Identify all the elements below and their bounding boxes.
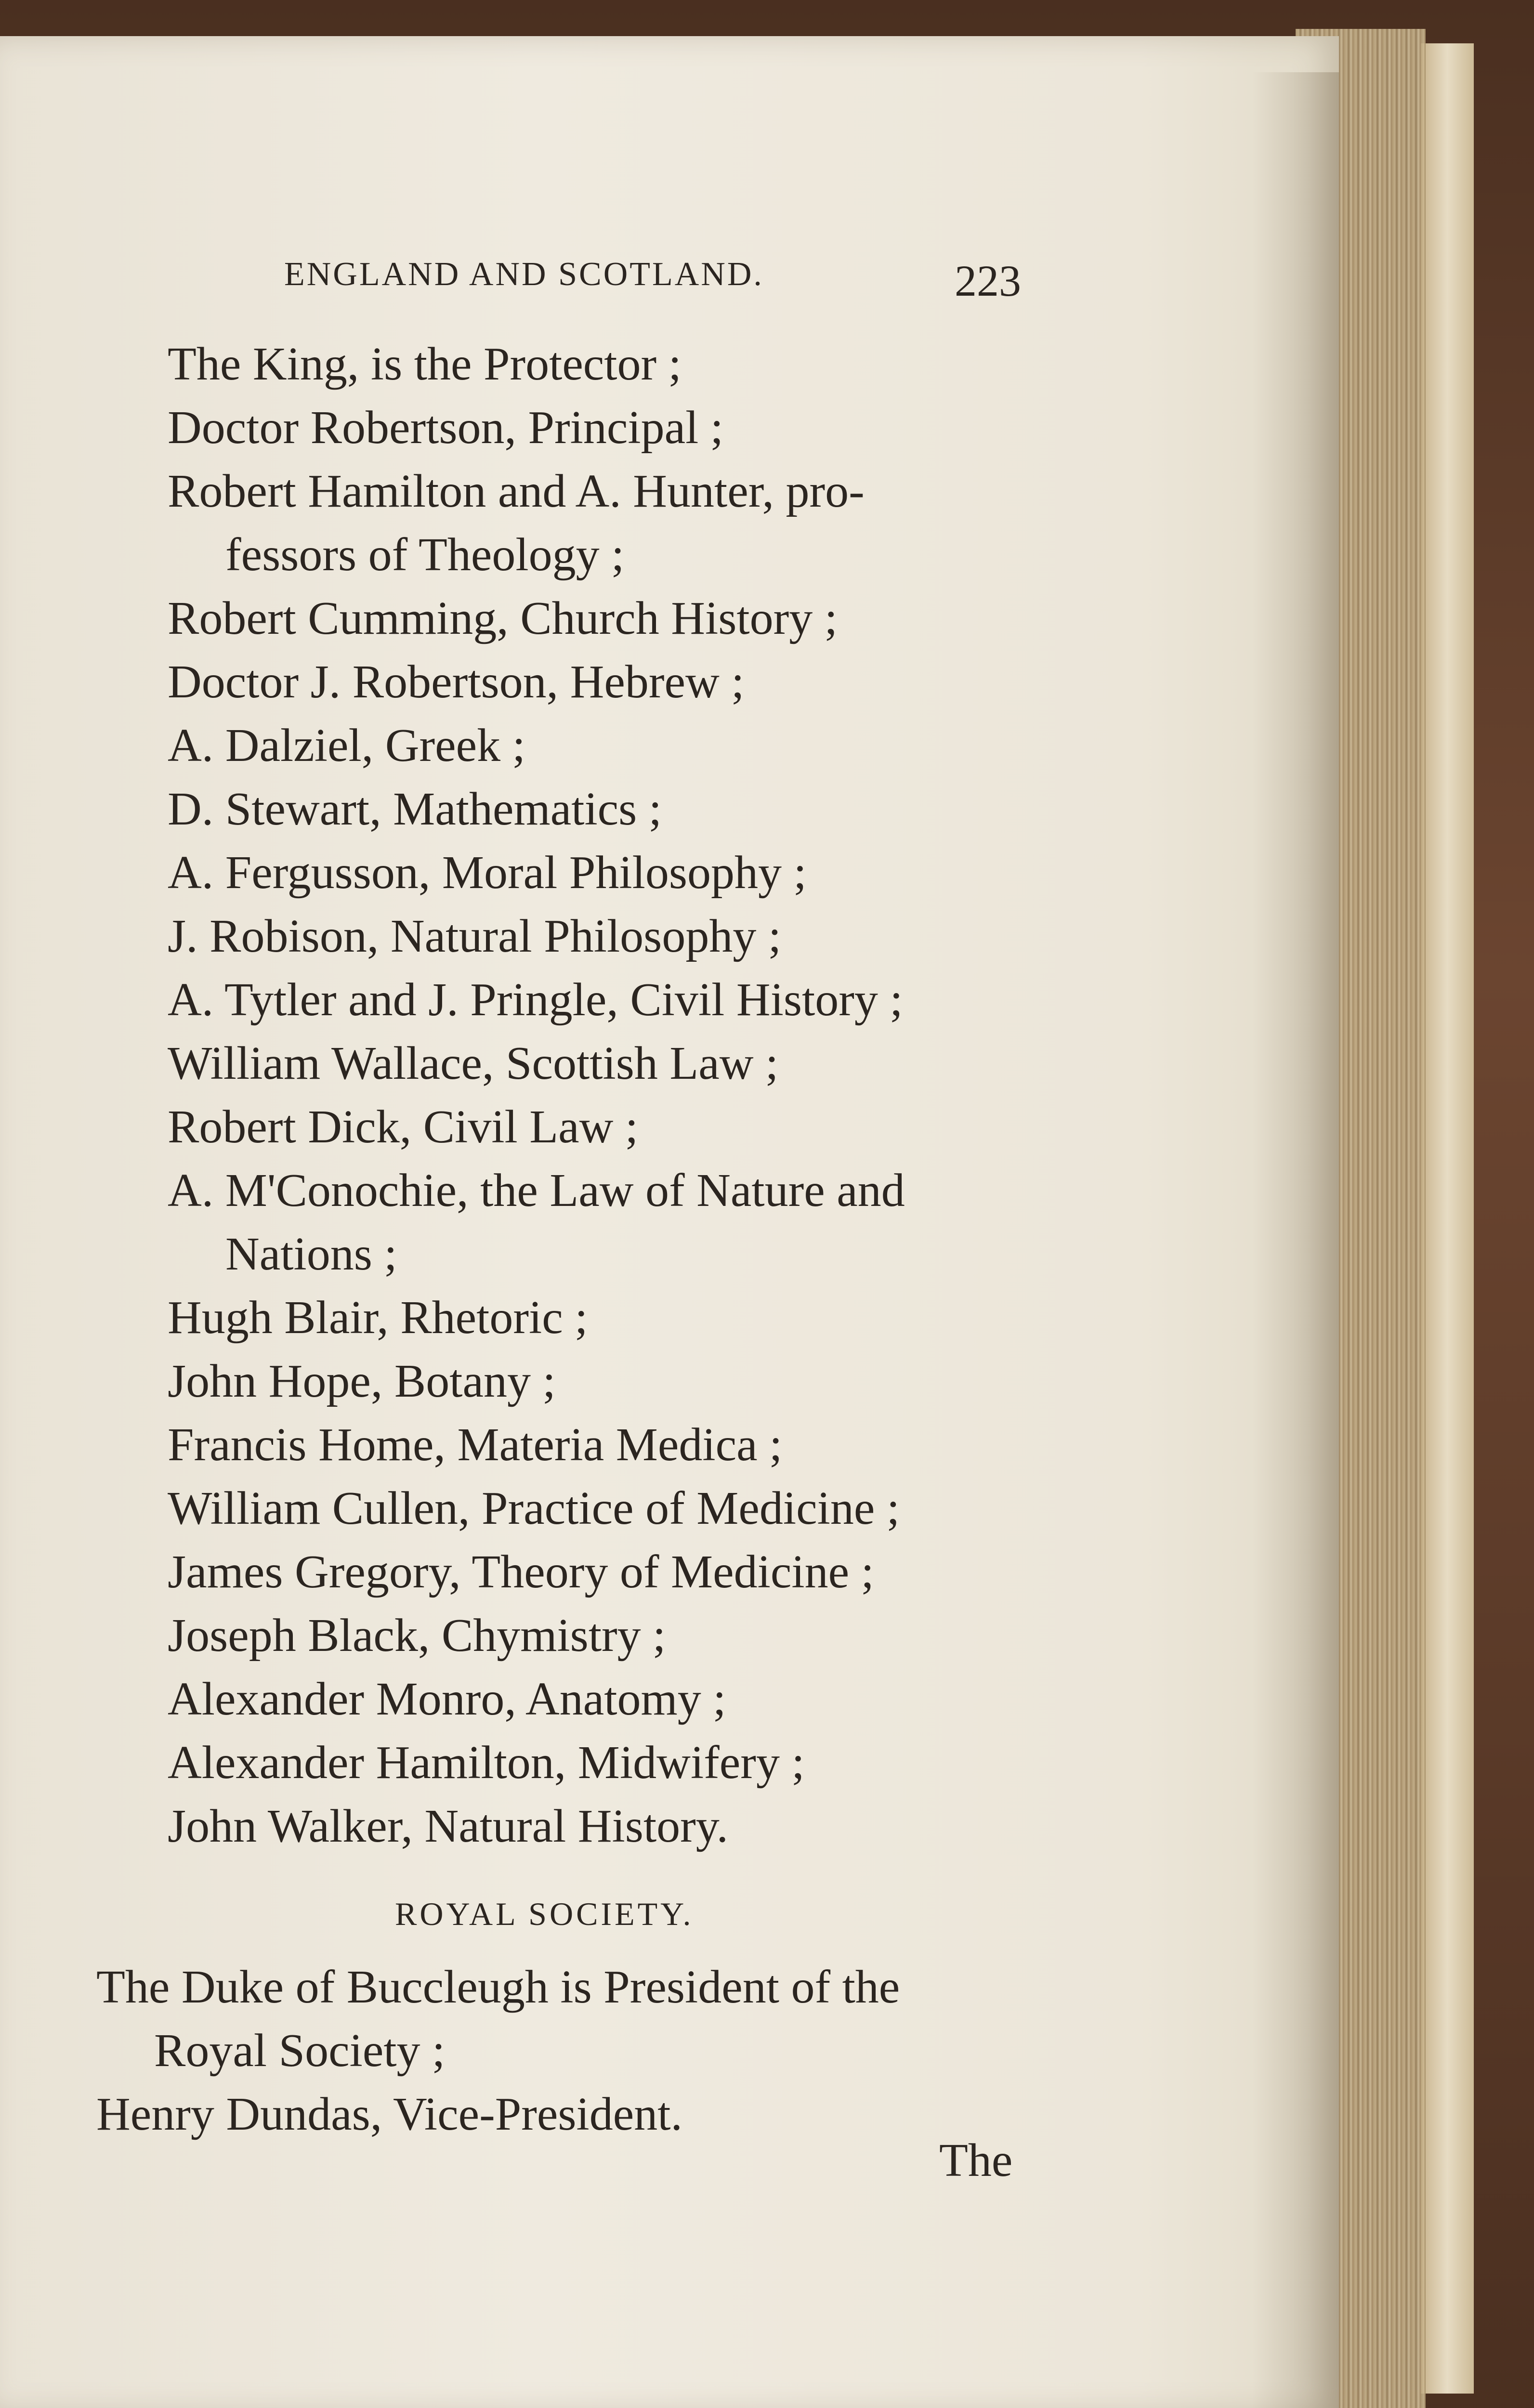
text-line: Doctor J. Robertson, Hebrew ;	[168, 656, 745, 708]
text-line: Francis Home, Materia Medica ;	[168, 1419, 783, 1471]
text-line: Alexander Monro, Anatomy ;	[168, 1673, 726, 1725]
text-line: William Cullen, Practice of Medicine ;	[168, 1482, 900, 1534]
text-line: The King, is the Protector ;	[168, 338, 682, 390]
text-line: fessors of Theology ;	[225, 529, 625, 581]
text-line: Joseph Black, Chymistry ;	[168, 1610, 666, 1662]
text-line: Doctor Robertson, Principal ;	[168, 402, 724, 454]
text-line: A. Tytler and J. Pringle, Civil History ;	[168, 974, 903, 1026]
text-line: John Walker, Natural History.	[168, 1800, 728, 1852]
section-heading: ROYAL SOCIETY.	[395, 1896, 694, 1932]
text-line: James Gregory, Theory of Medicine ;	[168, 1546, 874, 1598]
catchword: The	[939, 2134, 1013, 2186]
royal-society-list	[96, 1955, 1060, 2146]
running-head-title: ENGLAND AND SCOTLAND.	[284, 256, 764, 293]
text-line: Robert Cumming, Church History ;	[168, 592, 838, 644]
text-line: D. Stewart, Mathematics ;	[168, 783, 662, 835]
text-line: John Hope, Botany ;	[168, 1355, 556, 1407]
gutter-shadow	[1252, 72, 1339, 2408]
text-line: Alexander Hamilton, Midwifery ;	[168, 1737, 805, 1789]
text-line: A. M'Conochie, the Law of Nature and	[168, 1165, 905, 1217]
text-line: Nations ;	[225, 1228, 397, 1280]
text-line: The Duke of Buccleugh is President of the	[96, 1961, 900, 2013]
running-head	[284, 255, 1021, 306]
text-line: A. Dalziel, Greek ;	[168, 720, 525, 772]
text-line: J. Robison, Natural Philosophy ;	[168, 910, 782, 962]
text-line: A. Fergusson, Moral Philosophy ;	[168, 847, 807, 899]
text-line: Robert Dick, Civil Law ;	[168, 1101, 639, 1153]
page-number: 223	[955, 256, 1021, 305]
text-line: Hugh Blair, Rhetoric ;	[168, 1292, 588, 1344]
page-block-edge	[1421, 43, 1474, 2394]
text-line: Royal Society ;	[154, 2025, 446, 2077]
text-line: Robert Hamilton and A. Hunter, pro-	[168, 465, 865, 517]
university-officers-list	[168, 332, 1083, 1858]
text-line: William Wallace, Scottish Law ;	[168, 1037, 779, 1089]
text-line: Henry Dundas, Vice-President.	[96, 2088, 683, 2140]
